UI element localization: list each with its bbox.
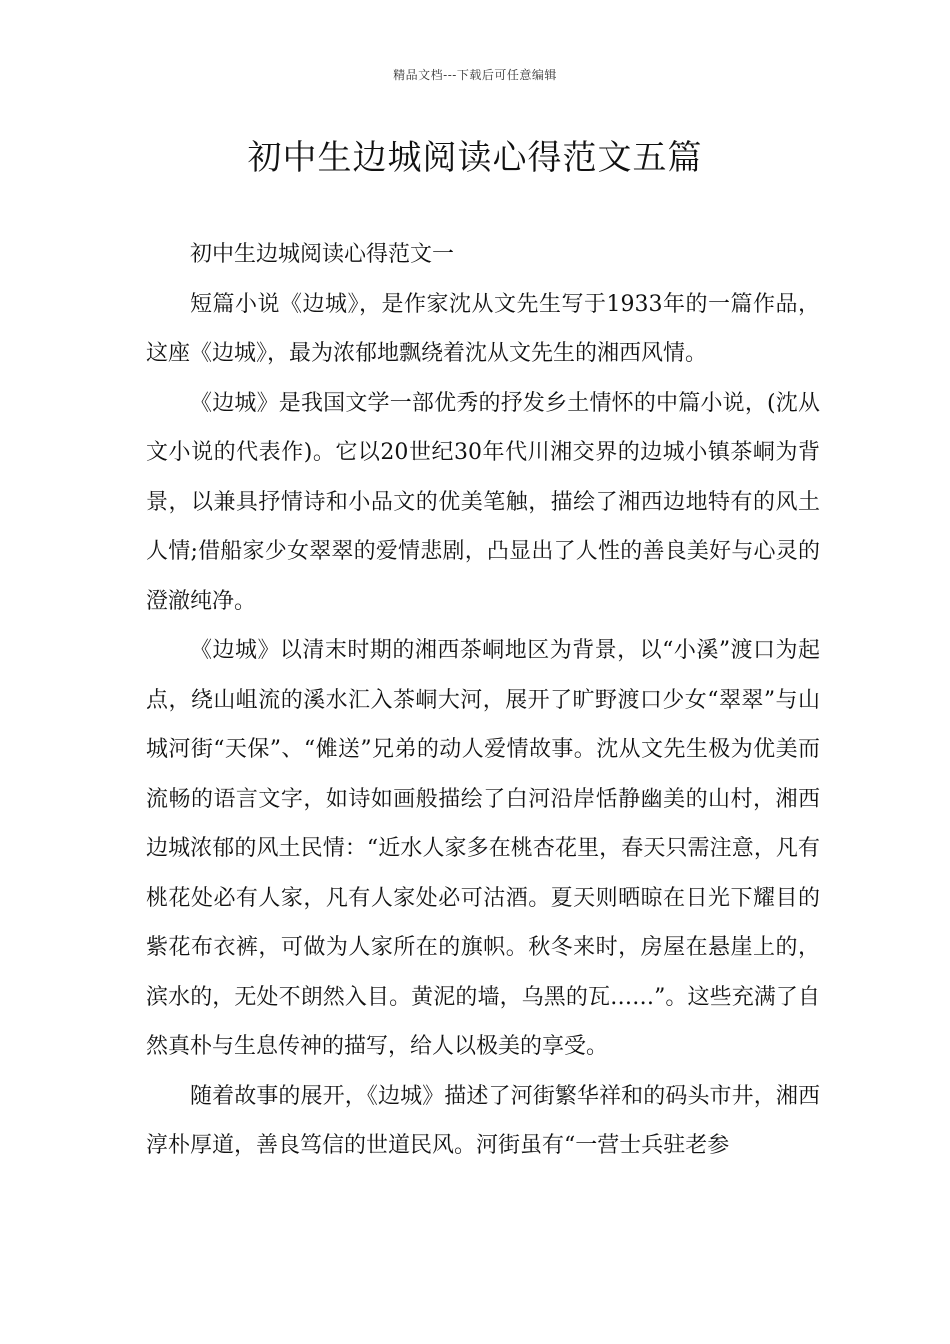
paragraph: 短篇小说《边城》，是作家沈从文先生写于1933年的一篇作品，这座《边城》，最为浓郁地飘绕着沈从文先生的湘西风情。 [146, 291, 820, 366]
document-body [146, 230, 820, 1171]
section-heading: 初中生边城阅读心得范文一 [190, 242, 455, 267]
page-header: 精品文档---下载后可任意编辑 [393, 68, 557, 82]
paragraph: 随着故事的展开，《边城》描述了河街繁华祥和的码头市井，湘西淳朴厚道，善良笃信的世道民风。河街虽有“一营士兵驻老参 [146, 1083, 820, 1158]
document-title: 初中生边城阅读心得范文五篇 [247, 138, 703, 178]
paragraph: 《边城》以清末时期的湘西茶峒地区为背景，以“小溪”渡口为起点，绕山岨流的溪水汇入茶峒大河，展开了旷野渡口少女“翠翠”与山城河街“天保”、“傩送”兄弟的动人爱情故事。沈从文先生极为优美而流畅的语言文字，如诗如画般描绘了白河沿岸恬静幽美的山村，湘西边城浓郁的风土民情：“近水人家多在桃杏花里，春天只需注意，凡有桃花处必有人家，凡有人家处必可沽酒。夏天则晒晾在日光下耀目的紫花布衣裤，可做为人家所在的旗帜。秋冬来时，房屋在悬崖上的，滨水的，无处不朗然入目。黄泥的墙，乌黑的瓦……”。这些充满了自然真朴与生息传神的描写，给人以极美的享受。 [146, 638, 820, 1059]
paragraph: 《边城》是我国文学一部优秀的抒发乡土情怀的中篇小说，(沈从文小说的代表作)。它以20世纪30年代川湘交界的边城小镇茶峒为背景，以兼具抒情诗和小品文的优美笔触，描绘了湘西边地特有的风土人情;借船家少女翠翠的爱情悲剧，凸显出了人性的善良美好与心灵的澄澈纯净。 [146, 390, 820, 614]
